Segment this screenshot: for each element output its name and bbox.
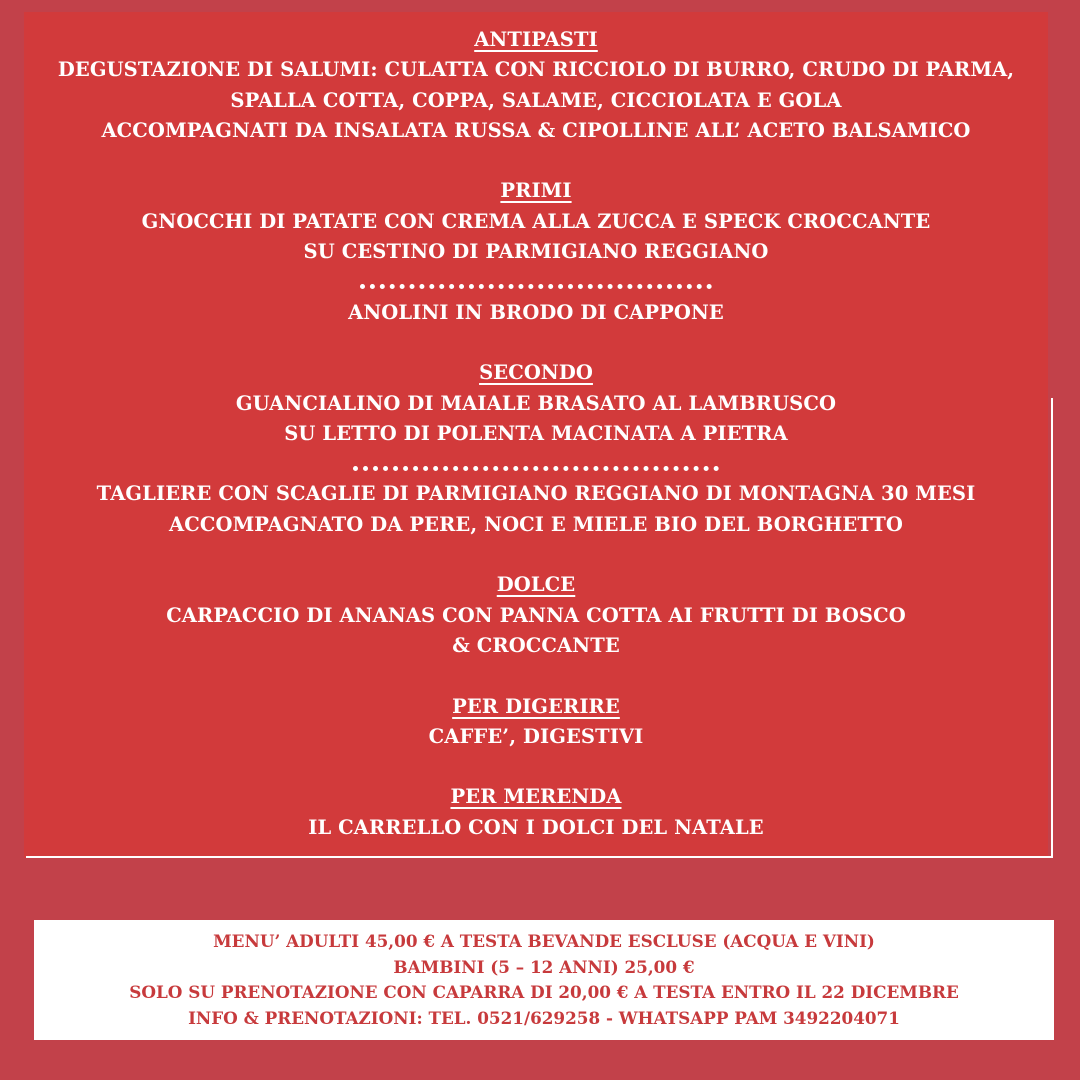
contact-info: INFO & PRENOTAZIONI: TEL. 0521/629258 - WHATSAPP PAM 3492204071 (188, 1007, 900, 1028)
section-title-dolce: DOLCE (496, 573, 576, 597)
menu-line: DEGUSTAZIONE DI SALUMI: CULATTA CON RICCIOLO DI BURRO, CRUDO DI PARMA, (57, 58, 1015, 82)
section-title-primi: PRIMI (500, 179, 572, 203)
menu-line: CAFFE’, DIGESTIVI (428, 724, 644, 748)
spacer (24, 540, 1048, 570)
menu-line: ACCOMPAGNATI DA INSALATA RUSSA & CIPOLLINE ALL’ ACETO BALSAMICO (101, 118, 971, 142)
info-box (34, 920, 1054, 1040)
section-antipasti (24, 25, 1048, 146)
spacer (24, 146, 1048, 176)
section-dolce (24, 570, 1048, 661)
price-children: BAMBINI (5 – 12 ANNI) 25,00 € (393, 956, 695, 977)
frame-border-bottom (26, 856, 1053, 858)
menu-line: & CROCCANTE (452, 633, 620, 657)
booking-note: SOLO SU PRENOTAZIONE CON CAPARRA DI 20,00 € A TESTA ENTRO IL 22 DICEMBRE (129, 982, 959, 1002)
menu-line: GUANCIALINO DI MAIALE BRASATO AL LAMBRUSCO (235, 391, 837, 415)
section-secondo (24, 358, 1048, 540)
menu-line: SU CESTINO DI PARMIGIANO REGGIANO (303, 240, 769, 264)
menu-line: ACCOMPAGNATO DA PERE, NOCI E MIELE BIO DEL BORGHETTO (169, 512, 903, 536)
section-primi (24, 176, 1048, 327)
menu-line: CARPACCIO DI ANANAS CON PANNA COTTA AI FRUTTI DI BOSCO (166, 603, 906, 627)
frame-border-right (1051, 398, 1053, 858)
spacer (24, 328, 1048, 358)
menu-line: SPALLA COTTA, COPPA, SALAME, CICCIOLATA E GOLA (230, 88, 842, 112)
section-title-per-digerire: PER DIGERIRE (452, 694, 620, 718)
menu-line: IL CARRELLO CON I DOLCI DEL NATALE (308, 815, 764, 839)
spacer (24, 752, 1048, 782)
section-title-antipasti: ANTIPASTI (474, 28, 598, 51)
menu-line: SU LETTO DI POLENTA MACINATA A PIETRA (284, 421, 788, 445)
menu-line: TAGLIERE CON SCAGLIE DI PARMIGIANO REGGIANO DI MONTAGNA 30 MESI (96, 482, 976, 506)
section-title-secondo: SECONDO (479, 361, 593, 385)
dotted-divider (24, 449, 1048, 479)
menu-line: ANOLINI IN BRODO DI CAPPONE (348, 300, 724, 324)
menu-line: GNOCCHI DI PATATE CON CREMA ALLA ZUCCA E SPECK CROCCANTE (141, 209, 931, 233)
spacer (24, 661, 1048, 691)
section-title-per-merenda: PER MERENDA (450, 785, 622, 809)
section-per-merenda (24, 782, 1048, 843)
section-per-digerire (24, 692, 1048, 753)
dotted-divider (24, 267, 1048, 297)
price-adults: MENU’ ADULTI 45,00 € A TESTA BEVANDE ESCLUSE (ACQUA E VINI) (213, 931, 875, 951)
menu-panel (24, 12, 1048, 858)
